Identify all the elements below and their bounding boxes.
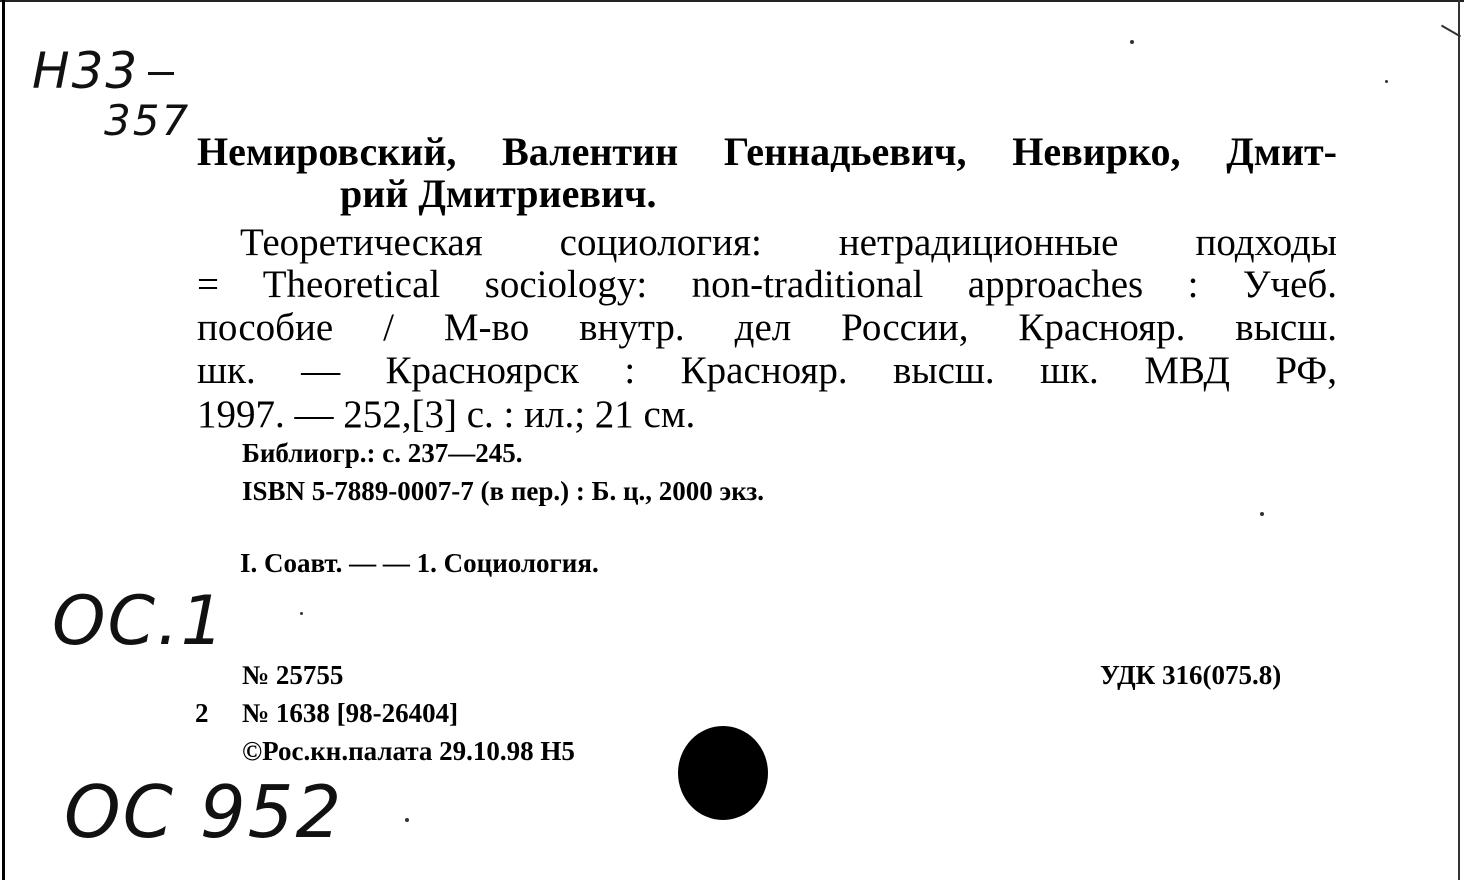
card-top-edge — [0, 0, 1464, 2]
handwritten-call-number-top: Н33 — [32, 42, 140, 100]
handwritten-mark-bottom: ОС 952 — [64, 770, 344, 854]
card-punch-hole — [678, 726, 768, 820]
copies-count: 2 — [195, 698, 209, 728]
handwritten-call-number-bottom: 357 — [104, 96, 191, 145]
card-number: № 25755 — [242, 660, 344, 690]
bibliography-note: Библиогр.: с. 237—245. — [242, 438, 523, 468]
scan-speck — [300, 612, 303, 615]
handwritten-dash — [148, 72, 174, 75]
card-right-edge — [1458, 0, 1460, 880]
handwritten-mark-middle: ОС.1 — [52, 582, 226, 661]
title-line-1: Теоретическая социология: нетрадиционные подходы — [240, 221, 1337, 264]
title-line-4: шк. — Красноярск : Краснояр. высш. шк. МВД РФ, — [197, 349, 1337, 392]
title-line-5: 1997. — 252,[3] с. : ил.; 21 см. — [197, 393, 696, 436]
scan-speck — [405, 818, 409, 822]
scan-speck — [1385, 80, 1388, 83]
author-line-1: Немировский, Валентин Геннадьевич, Невирко, Дмит- — [197, 129, 1337, 174]
title-line-3: пособие / М-во внутр. дел России, Краснояр. высш. — [197, 306, 1337, 349]
tracing-line: I. Соавт. — — 1. Социология. — [240, 548, 599, 578]
registration-number: № 1638 [98-26404] — [242, 698, 459, 728]
scan-speck — [1260, 512, 1264, 516]
udc-classification: УДК 316(075.8) — [1100, 660, 1282, 690]
copyright-line: ©Рос.кн.палата 29.10.98 Н5 — [242, 736, 575, 766]
title-line-2: = Theoretical sociology: non-traditional approaches : Учеб. — [197, 263, 1337, 306]
author-line-2: рий Дмитриевич. — [340, 171, 657, 216]
isbn-line: ISBN 5-7889-0007-7 (в пер.) : Б. ц., 2000 экз. — [242, 476, 764, 506]
scan-speck — [1130, 40, 1134, 44]
card-left-edge — [2, 0, 5, 880]
